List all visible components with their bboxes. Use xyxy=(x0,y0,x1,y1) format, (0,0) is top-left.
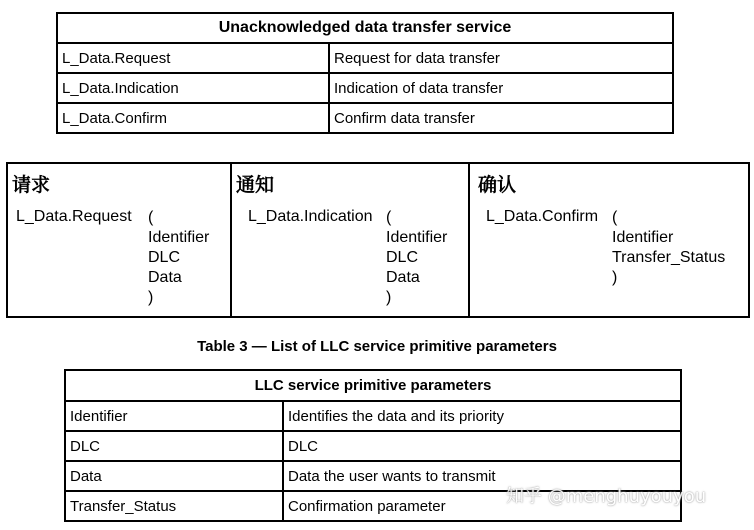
primitive-desc-cell: Confirm data transfer xyxy=(329,103,673,133)
primitive-name-cell: L_Data.Confirm xyxy=(57,103,329,133)
param-close-paren: ) xyxy=(148,289,154,306)
data-transfer-service-header: Unacknowledged data transfer service xyxy=(57,13,673,43)
param-open-paren: ( xyxy=(148,209,154,226)
parameter-desc-cell: Data the user wants to transmit xyxy=(283,461,681,491)
parameter-name-cell: Identifier xyxy=(65,401,283,431)
indication-primitive-column xyxy=(230,164,468,316)
param-close-paren: ) xyxy=(386,289,392,306)
table-row xyxy=(57,43,673,73)
indication-primitive-params xyxy=(386,208,447,308)
confirm-primitive-name: L_Data.Confirm xyxy=(486,208,599,225)
param-open-paren: ( xyxy=(612,209,618,226)
parameter-desc-cell: Identifies the data and its priority xyxy=(283,401,681,431)
param-identifier: Identifier xyxy=(612,229,674,246)
confirm-heading: 确认 xyxy=(478,174,517,196)
param-transfer-status: Transfer_Status xyxy=(612,249,726,266)
primitive-desc-cell: Indication of data transfer xyxy=(329,73,673,103)
indication-primitive-name: L_Data.Indication xyxy=(248,208,373,225)
table-caption: Table 3 — List of LLC service primitive parameters xyxy=(197,338,557,355)
request-primitive-params xyxy=(148,208,209,308)
service-primitives-box xyxy=(6,162,750,318)
table-row xyxy=(57,103,673,133)
primitive-desc-cell: Request for data transfer xyxy=(329,43,673,73)
table-row xyxy=(65,401,681,431)
request-primitive-column xyxy=(8,164,230,316)
parameter-name-cell: Transfer_Status xyxy=(65,491,283,521)
table-row xyxy=(57,73,673,103)
param-dlc: DLC xyxy=(386,249,419,266)
indication-heading: 通知 xyxy=(236,174,275,196)
parameter-desc-cell: DLC xyxy=(283,431,681,461)
zhihu-watermark: 知乎 @menghuyouyou xyxy=(506,486,707,507)
primitive-name-cell: L_Data.Request xyxy=(57,43,329,73)
param-data: Data xyxy=(386,269,420,286)
param-close-paren: ) xyxy=(612,269,618,286)
table-row xyxy=(65,431,681,461)
data-transfer-service-table xyxy=(56,12,674,134)
parameter-name-cell: Data xyxy=(65,461,283,491)
parameter-name-cell: DLC xyxy=(65,431,283,461)
param-identifier: Identifier xyxy=(148,229,210,246)
confirm-primitive-params xyxy=(612,208,725,288)
primitive-name-cell: L_Data.Indication xyxy=(57,73,329,103)
request-heading: 请求 xyxy=(12,174,51,196)
parameter-desc-cell: Confirmation parameter xyxy=(283,491,681,521)
param-data: Data xyxy=(148,269,182,286)
param-dlc: DLC xyxy=(148,249,181,266)
llc-parameters-header: LLC service primitive parameters xyxy=(65,370,681,401)
request-primitive-name: L_Data.Request xyxy=(16,208,132,225)
confirm-primitive-column xyxy=(468,164,748,316)
param-identifier: Identifier xyxy=(386,229,448,246)
param-open-paren: ( xyxy=(386,209,392,226)
